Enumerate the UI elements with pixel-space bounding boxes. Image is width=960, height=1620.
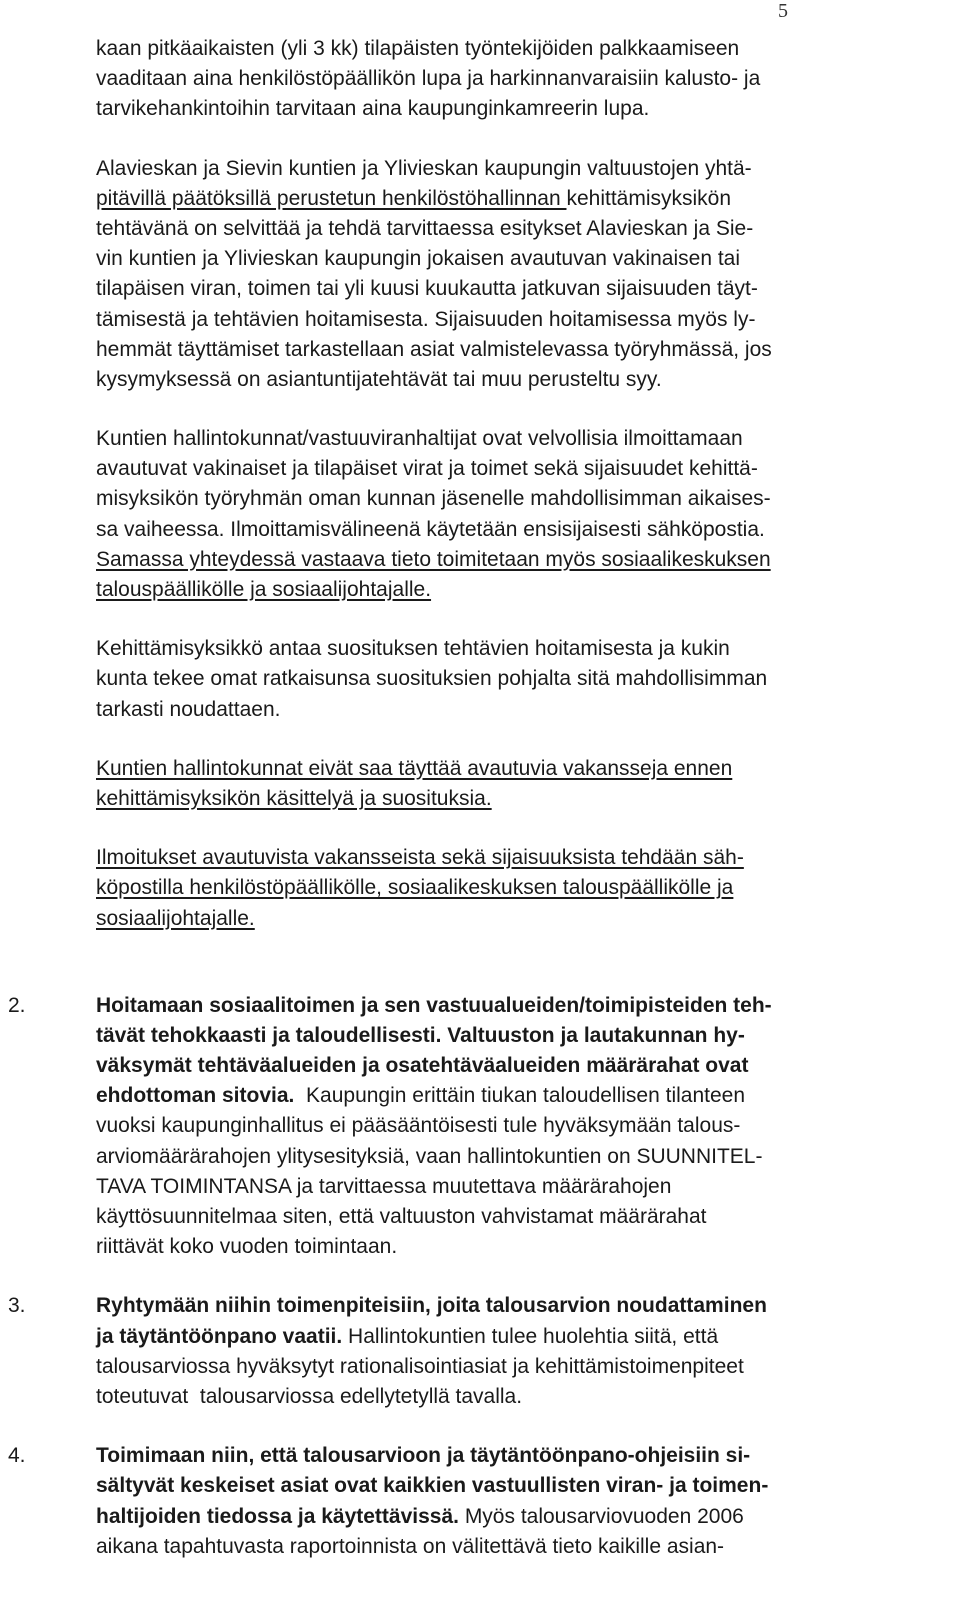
text-line xyxy=(96,1502,936,1532)
text-line: vaaditaan aina henkilöstöpäällikön lupa ja harkinnanvaraisiin kalusto- ja xyxy=(96,67,761,91)
text-line: misyksikön työryhmän oman kunnan jäsenelle mahdollisimman aikaises- xyxy=(96,487,771,511)
text-line: käyttösuunnitelmaa siten, että valtuuston vahvistamat määrärahat xyxy=(96,1205,707,1228)
bold-text-line: tävät tehokkaasti ja taloudellisesti. Valtuuston ja lautakunnan hy- xyxy=(96,1023,745,1047)
bold-text-line: sältyvät keskeiset asiat ovat kaikkien vastuullisten viran- ja toimen- xyxy=(96,1474,769,1498)
underlined-text-line: sosiaalijohtajalle. xyxy=(96,906,255,930)
underlined-text-line: köpostilla henkilöstöpäällikölle, sosiaalikeskuksen talouspäällikölle ja xyxy=(96,876,734,900)
text-line: arviomäärärahojen ylitysesityksiä, vaan hallintokuntien on SUUNNITEL- xyxy=(96,1144,763,1168)
underlined-text-line: kehittämisyksikön käsittelyä ja suosituksia. xyxy=(96,786,492,810)
text-span: Myös talousarviovuoden 2006 xyxy=(458,1504,744,1528)
bold-text-line: Ryhtymään niihin toimenpiteisiin, joita talousarvion noudattaminen xyxy=(96,1294,767,1318)
text-line: tämisestä ja tehtävien hoitamisesta. Sijaisuuden hoitamisessa myös ly- xyxy=(96,307,756,331)
text-span: Hallintokuntien tulee huolehtia siitä, että xyxy=(342,1324,719,1348)
list-item-3 xyxy=(8,1291,936,1412)
paragraph-staffing-permits xyxy=(96,34,936,125)
underlined-text: pitävillä päätöksillä perustetun henkilöstöhallinnan xyxy=(96,186,567,210)
bold-text-line: Hoitamaan sosiaalitoimen ja sen vastuualueiden/toimipisteiden teh- xyxy=(96,993,772,1017)
bold-text: haltijoiden tiedossa ja käytettävissä. xyxy=(96,1504,459,1528)
text-line: tarvikehankintoihin tarvitaan aina kaupunginkamreerin lupa. xyxy=(96,97,650,121)
text-span: kehittämisyksikön xyxy=(566,186,732,210)
text-line: tehtävänä on selvittää ja tehdä tarvittaessa esitykset Alavieskan ja Sie- xyxy=(96,216,754,240)
paragraph-development-unit xyxy=(96,154,936,396)
paragraph-notification-duty xyxy=(96,424,936,605)
text-line: tarkasti noudattaen. xyxy=(96,697,281,721)
list-item-2 xyxy=(8,991,936,1263)
document-body xyxy=(8,34,936,1562)
bold-text-line: väksymät tehtäväalueiden ja osatehtäväalueiden määrärahat ovat xyxy=(96,1054,749,1078)
text-line: kaan pitkäaikaisten (yli 3 kk) tilapäisten työntekijöiden palkkaamiseen xyxy=(96,37,740,60)
list-number: 2. xyxy=(8,993,26,1017)
underlined-text-line: Samassa yhteydessä vastaava tieto toimitetaan myös sosiaalikeskuksen xyxy=(96,547,771,571)
page-number: 5 xyxy=(778,0,788,22)
bold-text: ja täytäntöönpano vaatii. xyxy=(96,1324,343,1348)
text-line: TAVA TOIMINTANSA ja tarvittaessa muutettava määrärahojen xyxy=(96,1174,672,1198)
underlined-text-line: Ilmoitukset avautuvista vakansseista sekä sijaisuuksista tehdään säh- xyxy=(96,846,744,870)
bold-text-line: Toimimaan niin, että talousarvioon ja täytäntöönpano-ohjeisiin si- xyxy=(96,1444,751,1468)
text-line: vuoksi kaupunginhallitus ei pääsääntöisesti tule hyväksymään talous- xyxy=(96,1114,741,1138)
text-line xyxy=(96,1322,936,1352)
text-line: aikana tapahtuvasta raportoinnista on välitettävä tieto kaikille asian- xyxy=(96,1534,725,1558)
text-span: Kaupungin erittäin tiukan taloudellisen tilanteen xyxy=(294,1084,746,1108)
text-line: Alavieskan ja Sievin kuntien ja Ylivieskan kaupungin valtuustojen yhtä- xyxy=(96,156,752,180)
text-line: Kuntien hallintokunnat/vastuuviranhaltijat ovat velvollisia ilmoittamaan xyxy=(96,427,743,451)
text-line xyxy=(96,184,936,214)
text-line: vin kuntien ja Ylivieskan kaupungin jokaisen avautuvan vakinaisen tai xyxy=(96,247,741,271)
bold-text: ehdottoman sitovia. xyxy=(96,1084,295,1108)
paragraph-vacancy-restriction xyxy=(96,754,936,814)
text-line: kysymyksessä on asiantuntijatehtävät tai muu perusteltu syy. xyxy=(96,367,662,391)
underlined-text-line: talouspäällikölle ja sosiaalijohtajalle. xyxy=(96,578,432,601)
text-line: toteutuvat talousarviossa edellytetyllä tavalla. xyxy=(96,1384,523,1408)
list-number: 3. xyxy=(8,1294,26,1318)
text-line: kunta tekee omat ratkaisunsa suosituksien pohjalta sitä mahdollisimman xyxy=(96,667,768,691)
text-line: sa vaiheessa. Ilmoittamisvälineenä käytetään ensisijaisesti sähköpostia. xyxy=(96,517,765,541)
text-line xyxy=(96,1081,936,1111)
text-line: avautuvat vakinaiset ja tilapäiset virat ja toimet sekä sijaisuudet kehittä- xyxy=(96,457,758,481)
text-line: riittävät koko vuoden toimintaan. xyxy=(96,1235,398,1259)
text-line: tilapäisen viran, toimen tai yli kuusi kuukautta jatkuvan sijaisuuden täyt- xyxy=(96,277,758,301)
paragraph-email-notices xyxy=(96,843,936,934)
text-line: talousarviossa hyväksytyt rationalisointiasiat ja kehittämistoimenpiteet xyxy=(96,1354,744,1378)
list-item-4 xyxy=(8,1441,936,1562)
underlined-text-line: Kuntien hallintokunnat eivät saa täyttää avautuvia vakansseja ennen xyxy=(96,756,733,780)
text-line: Kehittämisyksikkö antaa suosituksen tehtävien hoitamisesta ja kukin xyxy=(96,637,730,661)
text-line: hemmät täyttämiset tarkastellaan asiat valmistelevassa työryhmässä, jos xyxy=(96,337,772,361)
paragraph-recommendation xyxy=(96,634,936,725)
list-number: 4. xyxy=(8,1444,26,1468)
